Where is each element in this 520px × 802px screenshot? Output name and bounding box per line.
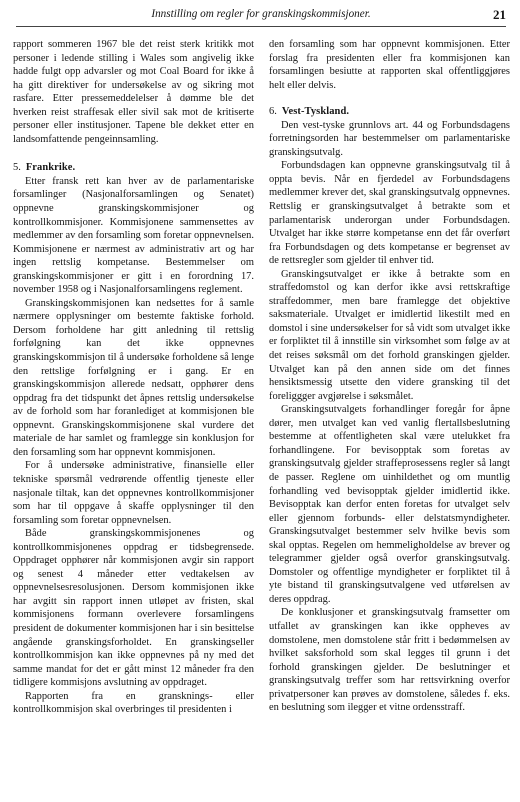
section-heading-frankrike	[13, 161, 254, 175]
section-title: Vest-Tyskland.	[281, 106, 350, 118]
section-heading-vest-tyskland	[269, 105, 510, 119]
page-number: 21	[493, 7, 506, 22]
running-title: Innstilling om regler for granskingskommisjoner.	[151, 8, 371, 20]
paragraph: rapport sommeren 1967 ble det reist sterk kritikk mot personer i ledende stilling i Wales som angivelig ikke hadde fulgt opp advarsler og mot Coal Board for ikke å ha gitt direktiver for undersøkelse av og sikring mot rasfare. Etter pressemeddelelser å dømme ble det hverken reist straffesak eller sivil sak mot de kritiserte personer eller institusjoner. Tapene ble dekket etter en landsomfattende pengeinnsamling.	[13, 39, 254, 145]
paragraph: Rapporten fra en gransknings- eller kontrollkommisjon skal overbringes til presidenten i	[13, 690, 254, 716]
paragraph: De konklusjoner et granskingsutvalg framsetter om utfallet av granskingen kan ikke oppheves av domstolene, men domstolene står fritt i bedømmelsen av hvilket saksforhold som skal legges til grunn i det forhold granskingen gjelder. De beslutninger et granskingsutvalg treffer som har rettsvirkning overfor privatpersoner kan prøves av domstolene, således f. eks. en beslutning som ilegger et vitne ordensstraff.	[269, 607, 510, 714]
paragraph: Forbundsdagen kan oppnevne granskingsutvalg til å oppta bevis. Når en fjerdedel av Forbundsdagens medlemmer krever det, skal granskingsutvalg oppnevnes. Rettslig er granskingsutvalget å betrakte som et parlamentarisk underorgan under Forbundsdagen. Utvalget har ikke større kompetanse enn det får overført fra Forbundsdagen og dets kompetanse er begrenset av de rettsregler som gjelder til enhver tid.	[269, 160, 510, 267]
page-header	[16, 8, 506, 27]
paragraph: Etter fransk rett kan hver av de parlamentariske forsamlinger (Nasjonalforsamlingen og Senatet) oppnevne granskingskommisjoner og kontrollkommisjoner. Kommisjonene sammensettes av medlemmer av den forsamling som foretar oppnevnelsen. Kommisjonene er nærmest av administrativ art og har ingen rettslig kompetanse. Bestemmelser om granskingskommisjoner er gitt i en forordning 17. november 1958 og i Nasjonalforsamlingens reglement.	[13, 175, 254, 296]
left-column	[13, 38, 254, 717]
paragraph: Granskingsutvalget er ikke å betrakte som en straffedomstol og kan derfor ikke avsi rettskraftige straffedommer, men bare framlegge det objektive saksmateriale. Utvalget er imidlertid likestilt med en domstol i sine undersøkelser for så vidt som utvalget ikke er forpliktet til å innstille sin virksomhet som følge av at det reises søksmål om det forhold granskingen gjelder. Utvalget kan på den annen side om det finnes hensiktsmessig utsette den videre gransking til det foreliggger avgjørelse i søksmålet.	[269, 268, 510, 402]
paragraph: Granskingsutvalgets forhandlinger foregår for åpne dører, men utvalget kan ved vanlig flertallsbeslutning bestemme at offentligheten skal være utelukket fra forhandlingene. For bevisopptak som foretas av granskingsutvalg gjelder straffeprosessens regler så langt de passer. Reglene om uinhildethet og om muntlig forhandling ved bevisopptak gjelder imidlertid ikke. Bevisopptak kan derfor enten foretas for utvalget selv eller gjennom forbunds- eller delstatsmyndigheter. Granskingsutvalget bestemmer selv hvilke bevis som skal opptas. Regelen om hemmeligholdelse av brever og telegrammer gjelder også overfor granskingsutvalg. Domstoler og offentlige myndigheter er forpliktet til å yte bistand til granskingsutvalgene ved utførelsen av deres oppdrag.	[269, 404, 510, 605]
right-column	[269, 38, 510, 715]
section-title: Frankrike.	[25, 162, 76, 174]
paragraph: Både granskingskommisjonenes og kontrollkommisjonenes oppdrag er tidsbegrensede. Oppdraget opphører når kommisjonen avgir sin rapport og senest 4 måneder etter vedtakelsen av oppnevnelsesresolusjonen. Dersom kommisjonen ikke har avgitt sin rapport innen utløpet av fristen, skal kommisjonens formann overlevere forsamlingens president de dokumenter kommisjonen har i sin besittelse angående granskingsforholdet. En granskingseller kontrollkommisjon kan ikke oppnevnes på ny med det samme mandat for det er gått minst 12 måneder fra den tidligere kommisjons avslutning av oppdraget.	[13, 528, 254, 689]
section-number: 6.	[269, 106, 277, 118]
paragraph: Den vest-tyske grunnlovs art. 44 og Forbundsdagens forretningsorden har bestemmelser om parlamentariske granskingsutvalg.	[269, 119, 510, 158]
paragraph: den forsamling som har oppnevnt kommisjonen. Etter forslag fra presidenten eller fra kommisjonen kan forsamlingen besiutte at rapporten skal offentliggjøres helt eller delvis.	[269, 39, 510, 91]
paragraph: For å undersøke administrative, finansielle eller tekniske spørsmål vedrørende offentlig tjeneste eller nasjonale tiltak, kan det oppnevnes kontrollkommisjoner som har til oppgave å skaffe opplysninger til den forsamling som foretar oppnevnelsen.	[13, 460, 254, 526]
section-number: 5.	[13, 162, 21, 174]
paragraph: Granskingskommisjonen kan nedsettes for å samle nærmere opplysninger om bestemte faktiske forhold. Dersom forholdene har gitt anledning til rettslig forfølgning kan det ikke oppnevnes granskingskommisjon til å undersøke forholdene så lenge den rettslige forfølgning er i gang. Er en granskingskommisjon allerede nedsatt, opphører dens oppdrag fra det tidspunkt det åpnes rettslig undersøkelse av de forhold som har foranlediget at kommisjonen ble oppnevnt. Granskingskommisjonene skal vurdere det materiale de har samlet og framlegge sin konklusjon for den forsamling som har oppnevnt kommisjonen.	[13, 297, 254, 458]
